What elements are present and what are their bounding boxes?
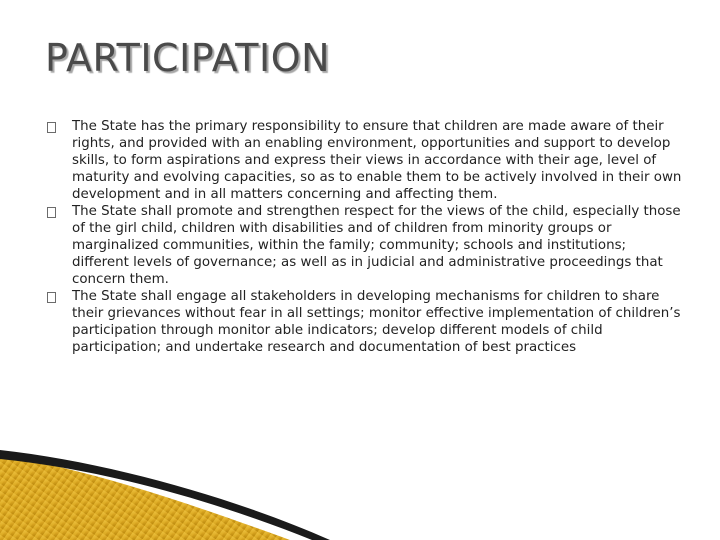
bullet-text: The State shall engage all stakeholders in developing mechanisms for children to share their grievances without fear in all settings; monitor effective implementation of children’s participation through monitor able indicators; develop different models of child participation; and undertake research and documentation of best practices: [72, 289, 681, 355]
gold-wedge: [0, 455, 290, 540]
bullet-text: The State shall promote and strengthen respect for the views of the child, especially those of the girl child, children with disabilities and of children from minority groups or marginalized communities, within the family; community; schools and institutions; different levels of governance; as well as in judicial and administrative proceedings that concern them.: [72, 204, 681, 287]
bullet-text: The State has the primary responsibility to ensure that children are made aware of their rights, and provided with an enabling environment, opportunities and support to develop skills, to form aspirations and express their views in accordance with their age, level of maturity and evolving capacities, so as to enable them to be actively involved in their own development and in all matters concerning and affecting them.: [72, 119, 682, 202]
slide-title: PARTICIPATION: [45, 36, 331, 80]
